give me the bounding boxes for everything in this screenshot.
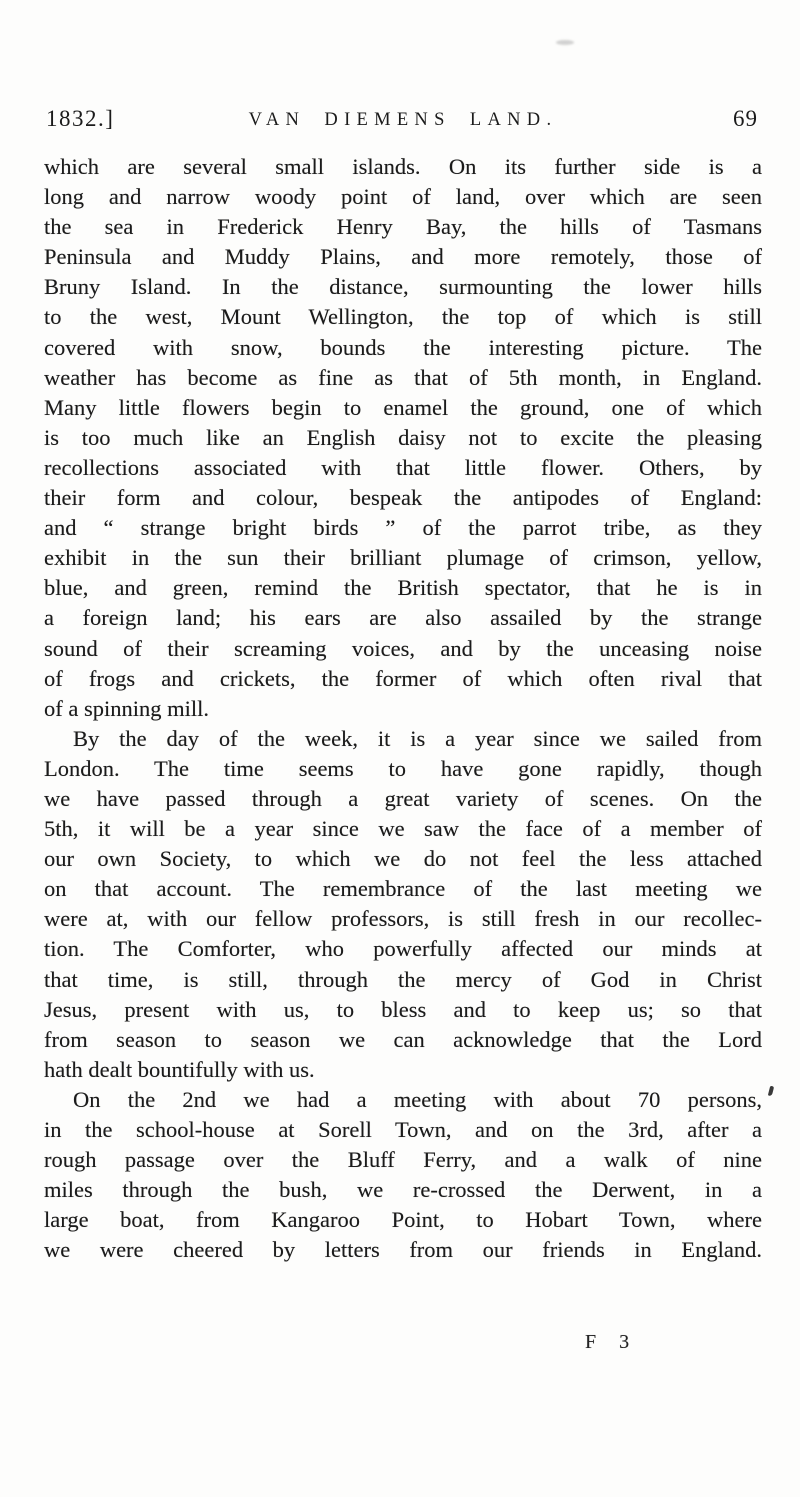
- text-line: hath dealt bountifully with us.: [44, 1056, 315, 1082]
- text-line: exhibit in the sun their brilliant plumage of crimson, yellow,: [44, 545, 762, 571]
- text-line: covered with snow, bounds the interesting picture. The: [44, 334, 762, 360]
- text-line: Peninsula and Muddy Plains, and more remotely, those of: [44, 244, 762, 270]
- text-line: blue, and green, remind the British spectator, that he is in: [44, 575, 762, 601]
- paragraph-1: [44, 152, 762, 724]
- text-line: is too much like an English daisy not to excite the pleasing: [44, 424, 762, 450]
- text-line: rough passage over the Bluff Ferry, and a walk of nine: [44, 1147, 762, 1173]
- text-line: of a spinning mill.: [44, 695, 209, 721]
- text-line: Many little flowers begin to enamel the ground, one of which: [44, 394, 762, 420]
- text-line: and “ strange bright birds ” of the parrot tribe, as they: [44, 515, 762, 541]
- paragraph-2: [44, 724, 762, 1085]
- text-line: the sea in Frederick Henry Bay, the hills of Tasmans: [44, 214, 762, 240]
- text-line: recollections associated with that little flower. Others, by: [44, 454, 762, 480]
- text-line: tion. The Comforter, who powerfully affected our minds at: [44, 936, 762, 962]
- body-text: [44, 152, 762, 1265]
- text-line: sound of their screaming voices, and by the unceasing noise: [44, 635, 762, 661]
- text-line: we have passed through a great variety of scenes. On the: [44, 785, 762, 811]
- printer-signature-mark: F 3: [585, 1331, 639, 1353]
- text-line: which are several small islands. On its further side is a: [44, 154, 762, 179]
- text-line: from season to season we can acknowledge that the Lord: [44, 1026, 762, 1052]
- text-line: Jesus, present with us, to bless and to keep us; so that: [44, 996, 762, 1022]
- header-year: 1832.]: [46, 106, 115, 131]
- text-line: weather has become as fine as that of 5th month, in England.: [44, 364, 762, 390]
- text-line: in the school-house at Sorell Town, and on the 3rd, after a: [44, 1117, 762, 1142]
- text-line: 5th, it will be a year since we saw the face of a member of: [44, 816, 762, 842]
- text-line: Bruny Island. In the distance, surmounting the lower hills: [44, 274, 762, 300]
- text-line: on that account. The remembrance of the last meeting we: [44, 876, 762, 902]
- text-line: we were cheered by letters from our friends in England.: [44, 1237, 762, 1263]
- scan-artifact-top-smudge: [556, 40, 574, 45]
- text-line: miles through the bush, we re-crossed the Derwent, in a: [44, 1177, 762, 1203]
- text-line: large boat, from Kangaroo Point, to Hobart Town, where: [44, 1207, 762, 1233]
- text-line: By the day of the week, it is a year since we sailed from: [73, 725, 762, 751]
- text-line: London. The time seems to have gone rapidly, though: [44, 755, 762, 781]
- text-line: On the 2nd we had a meeting with about 70 persons,: [73, 1086, 762, 1112]
- text-line: to the west, Mount Wellington, the top of which is still: [44, 304, 762, 330]
- text-line: were at, with our fellow professors, is still fresh in our recollec-: [44, 906, 762, 932]
- page-header: [44, 106, 762, 136]
- text-line: a foreign land; his ears are also assailed by the strange: [44, 605, 762, 631]
- paragraph-3: [44, 1085, 762, 1266]
- text-line: of frogs and crickets, the former of which often rival that: [44, 665, 762, 691]
- page-number: 69: [733, 106, 758, 131]
- text-line: that time, is still, through the mercy of God in Christ: [44, 966, 762, 992]
- text-line: long and narrow woody point of land, over which are seen: [44, 184, 762, 210]
- scan-artifact-margin-speck: [768, 1086, 774, 1097]
- text-line: their form and colour, bespeak the antipodes of England:: [44, 485, 762, 511]
- running-title: VAN DIEMENS LAND.: [248, 110, 558, 130]
- text-line: our own Society, to which we do not feel the less attached: [44, 846, 762, 872]
